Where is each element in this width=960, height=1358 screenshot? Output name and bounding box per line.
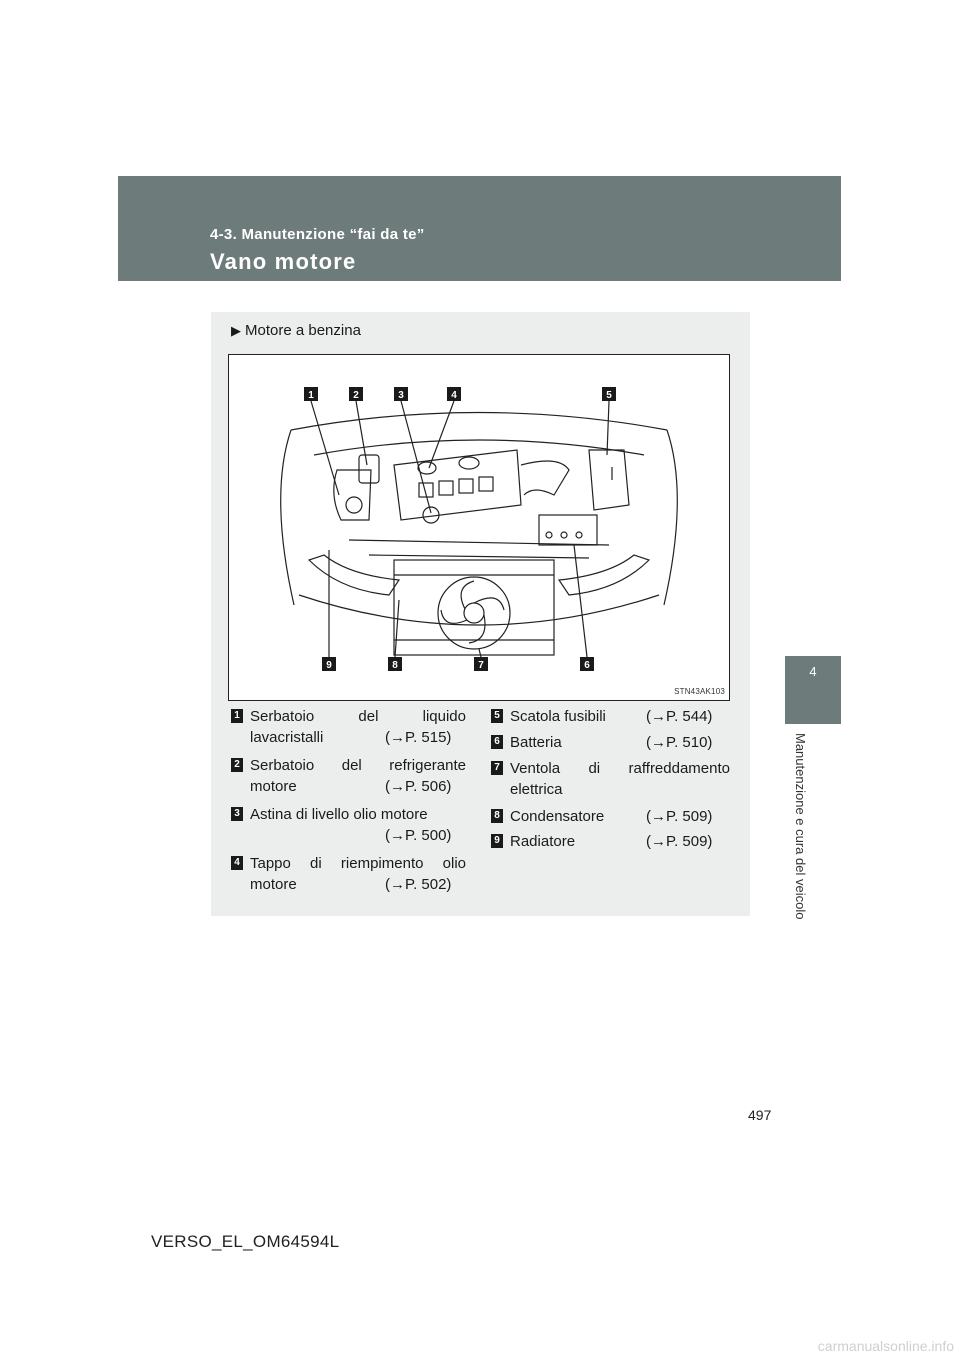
legend-page-ref[interactable]: (→P. 500) [385,827,452,844]
callout-9: 9 [326,660,332,671]
callout-4: 4 [451,390,457,401]
legend-item-8 [491,806,731,827]
legend-label-cont: motore [250,876,297,893]
legend-page-ref[interactable]: (→P. 509) [646,833,713,850]
legend-label: Batteria [510,734,562,751]
page-number: 497 [748,1107,772,1123]
triangle-right-icon: ▶ [231,323,241,338]
legend-item-6 [491,732,731,753]
engine-type-label: Motore a benzina [245,322,361,339]
legend-item-7 [491,758,731,800]
legend-item-5 [491,706,731,727]
legend-page-ref[interactable]: (→P. 502) [385,876,452,893]
legend-label: Astina di livello olio motore [250,806,428,823]
legend-item-1 [231,706,466,748]
legend-label: Tappo di riempimento olio [250,855,466,872]
legend-page-ref[interactable]: (→P. 515) [385,729,452,746]
legend-page-ref[interactable]: (→P. 510) [646,734,713,751]
watermark: carmanualsonline.info [817,1338,954,1354]
legend-page-ref[interactable]: (→P. 506) [385,778,452,795]
legend-item-9 [491,831,731,852]
legend-page-ref[interactable]: (→P. 509) [646,808,713,825]
document-code: VERSO_EL_OM64594L [151,1232,340,1251]
legend-number: 1 [231,709,243,723]
legend-label: Scatola fusibili [510,708,606,725]
legend-item-3 [231,804,466,846]
engine-figure [228,354,730,701]
legend-number: 4 [231,856,243,870]
legend-label: Serbatoio del liquido [250,708,466,725]
legend-label: Condensatore [510,808,605,825]
callout-3: 3 [398,390,404,401]
legend-label: Ventola di raffreddamento [510,760,730,777]
engine-type-heading [231,322,361,339]
page-title: Vano motore [210,249,357,274]
callout-1: 1 [308,390,314,401]
callout-6: 6 [584,660,590,671]
legend-number: 2 [231,758,243,772]
legend-number: 6 [491,735,503,749]
legend-label: Serbatoio del refrigerante [250,757,466,774]
legend-label: Radiatore [510,833,576,850]
callout-8: 8 [392,660,398,671]
legend-page-ref[interactable]: (→P. 544) [646,708,713,725]
legend-label-cont: lavacristalli [250,729,324,746]
chapter-number: 4 [809,664,817,679]
section-label: 4-3. Manutenzione “fai da te” [210,226,425,243]
legend-label-cont: elettrica [510,781,563,798]
engine-illustration [229,355,729,700]
figure-code: STN43AK103 [674,687,725,696]
legend-number: 3 [231,807,243,821]
callout-5: 5 [606,390,612,401]
chapter-tab[interactable] [785,656,841,724]
legend-number: 5 [491,709,503,723]
callout-2: 2 [353,390,359,401]
chapter-title: Manutenzione e cura del veicolo [793,733,808,920]
legend-number: 8 [491,809,503,823]
legend-number: 9 [491,834,503,848]
legend-number: 7 [491,761,503,775]
legend-item-2 [231,755,466,797]
legend-item-4 [231,853,466,895]
callout-7: 7 [478,660,484,671]
legend-label-cont: motore [250,778,297,795]
